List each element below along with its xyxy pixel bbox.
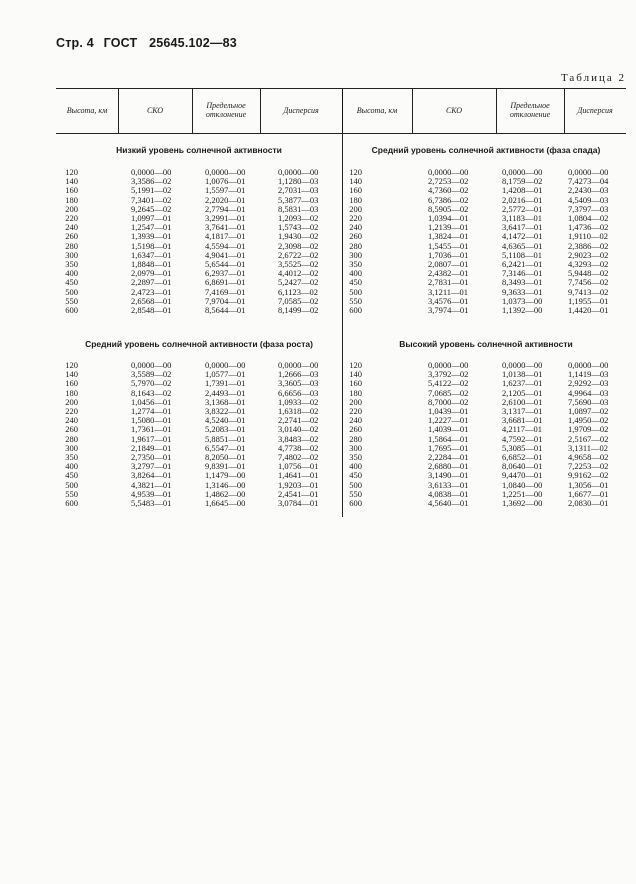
sko-cell: 1,7695—01 — [428, 442, 469, 453]
height-cell: 220 — [65, 213, 78, 223]
limit-cell: 9,4470—01 — [502, 470, 543, 481]
height-cell: 160 — [349, 378, 362, 389]
limit-cell: 3,1317—01 — [502, 406, 543, 416]
sko-cell: 7,3401—02 — [131, 194, 172, 205]
height-cell: 220 — [349, 213, 362, 223]
sko-cell: 0,0000—00 — [131, 360, 172, 370]
dispersion-cell: 3,0140—02 — [278, 424, 319, 435]
section-title: Низкий уровень солнечной активности — [116, 145, 282, 155]
limit-cell: 2,5772—01 — [502, 203, 543, 214]
height-cell: 400 — [349, 461, 362, 472]
limit-cell: 7,4169—01 — [205, 286, 246, 297]
sko-cell: 1,7036—01 — [428, 249, 469, 260]
height-cell: 120 — [65, 360, 78, 370]
height-cell: 600 — [349, 498, 362, 508]
limit-cell: 4,6365—01 — [502, 240, 543, 251]
sko-cell: 0,0000—00 — [428, 360, 469, 370]
height-cell: 550 — [349, 488, 362, 499]
height-cell: 120 — [65, 167, 78, 177]
height-cell: 180 — [349, 194, 362, 205]
sko-cell: 4,5640—01 — [428, 498, 469, 508]
height-cell: 500 — [349, 286, 362, 297]
height-cell: 350 — [65, 452, 78, 462]
limit-cell: 2,4493—01 — [205, 387, 246, 398]
height-cell: 220 — [349, 406, 362, 416]
height-cell: 550 — [65, 295, 78, 306]
sko-cell: 1,8848—01 — [131, 259, 172, 269]
dispersion-cell: 7,7456—02 — [568, 277, 609, 288]
limit-cell: 1,3692—00 — [502, 498, 543, 508]
sko-cell: 3,3586—02 — [131, 176, 172, 187]
limit-cell: 8,3493—01 — [502, 277, 543, 288]
sko-cell: 4,3821—01 — [131, 479, 172, 490]
dispersion-cell: 4,7738—02 — [278, 442, 319, 453]
sko-cell: 2,6568—01 — [131, 295, 172, 306]
dispersion-cell: 1,5743—02 — [278, 222, 319, 233]
limit-cell: 1,5597—01 — [205, 185, 246, 196]
height-cell: 280 — [65, 433, 78, 444]
sko-cell: 7,0685—02 — [428, 387, 469, 398]
limit-cell: 2,1205—01 — [502, 387, 543, 398]
dispersion-cell: 0,0000—00 — [278, 360, 319, 370]
height-cell: 200 — [65, 396, 78, 407]
height-cell: 450 — [65, 277, 78, 288]
dispersion-cell: 2,3098—02 — [278, 240, 319, 251]
dispersion-cell: 5,3877—03 — [278, 194, 319, 205]
limit-cell: 4,5240—01 — [205, 415, 246, 426]
dispersion-cell: 6,1123—02 — [278, 286, 319, 297]
sko-cell: 2,7350—01 — [131, 452, 172, 462]
limit-cell: 2,2020—01 — [205, 194, 246, 205]
dispersion-cell: 1,3056—01 — [568, 479, 609, 490]
sko-cell: 5,1991—02 — [131, 185, 172, 196]
height-cell: 500 — [65, 286, 78, 297]
limit-cell: 1,4208—01 — [502, 185, 543, 196]
sko-cell: 1,0997—01 — [131, 213, 172, 223]
dispersion-cell: 7,3797—03 — [568, 203, 609, 214]
table-row — [344, 306, 628, 315]
dispersion-cell: 3,8483—02 — [278, 433, 319, 444]
sko-cell: 1,5080—01 — [131, 415, 172, 426]
dispersion-cell: 8,5831—03 — [278, 203, 319, 214]
limit-cell: 3,6681—01 — [502, 415, 543, 426]
height-cell: 280 — [349, 433, 362, 444]
limit-cell: 1,0840—00 — [502, 479, 543, 490]
dispersion-cell: 7,2253—02 — [568, 461, 609, 472]
dispersion-cell: 1,9430—02 — [278, 231, 319, 242]
height-cell: 350 — [349, 259, 362, 269]
page-header — [56, 36, 237, 50]
col-limit-right: Предельное отклонение — [509, 101, 551, 119]
dispersion-cell: 3,0784—01 — [278, 498, 319, 508]
limit-cell: 2,7794—01 — [205, 203, 246, 214]
section-title: Средний уровень солнечной активности (фаза роста) — [85, 339, 313, 349]
limit-cell: 4,7592—01 — [502, 433, 543, 444]
standard-label: ГОСТ — [103, 36, 138, 50]
sko-cell: 2,8548—01 — [131, 305, 172, 315]
height-cell: 450 — [349, 277, 362, 288]
dispersion-cell: 0,0000—00 — [568, 360, 609, 370]
sko-cell: 5,7970—02 — [131, 378, 172, 389]
limit-cell: 5,8851—01 — [205, 433, 246, 444]
sko-cell: 2,7253—02 — [428, 176, 469, 187]
sko-cell: 1,7361—01 — [131, 424, 172, 435]
limit-cell: 5,1108—01 — [502, 249, 543, 260]
dispersion-cell: 9,9162—02 — [568, 470, 609, 481]
limit-cell: 4,2117—01 — [502, 424, 543, 435]
height-cell: 160 — [65, 185, 78, 196]
limit-cell: 4,1472—01 — [502, 231, 543, 242]
limit-cell: 1,3146—00 — [205, 479, 246, 490]
height-cell: 260 — [65, 231, 78, 242]
col-height-left: Высота, км — [66, 105, 108, 115]
height-cell: 180 — [65, 194, 78, 205]
limit-cell: 0,0000—00 — [205, 360, 246, 370]
limit-cell: 8,5644—01 — [205, 305, 246, 315]
dispersion-cell: 7,0585—02 — [278, 295, 319, 306]
dispersion-cell: 2,0830—01 — [568, 498, 609, 508]
limit-cell: 1,0373—00 — [502, 295, 543, 306]
height-cell: 280 — [65, 240, 78, 251]
limit-cell: 4,9041—01 — [205, 249, 246, 260]
sko-cell: 2,2284—01 — [428, 452, 469, 462]
height-cell: 240 — [65, 222, 78, 233]
limit-cell: 6,8691—01 — [205, 277, 246, 288]
dispersion-cell: 5,9448—02 — [568, 268, 609, 279]
limit-cell: 4,5594—01 — [205, 240, 246, 251]
height-cell: 280 — [349, 240, 362, 251]
sko-cell: 3,1490—01 — [428, 470, 469, 481]
height-cell: 220 — [65, 406, 78, 416]
sko-cell: 5,5483—01 — [131, 498, 172, 508]
sko-cell: 3,4576—01 — [428, 295, 469, 306]
sko-cell: 3,7974—01 — [428, 305, 469, 315]
height-cell: 400 — [349, 268, 362, 279]
dispersion-cell: 2,4541—01 — [278, 488, 319, 499]
sko-cell: 2,0807—01 — [428, 259, 469, 269]
limit-cell: 6,5547—01 — [205, 442, 246, 453]
standard-number: 25645.102—83 — [149, 36, 237, 50]
dispersion-cell: 1,1955—01 — [568, 295, 609, 306]
limit-cell: 9,3633—01 — [502, 286, 543, 297]
limit-cell: 7,3146—01 — [502, 268, 543, 279]
sko-cell: 1,6347—01 — [131, 249, 172, 260]
height-cell: 140 — [65, 176, 78, 187]
height-cell: 600 — [349, 305, 362, 315]
limit-cell: 1,0138—01 — [502, 369, 543, 380]
limit-cell: 5,2083—01 — [205, 424, 246, 435]
limit-cell: 6,2421—01 — [502, 259, 543, 269]
limit-cell: 1,1479—00 — [205, 470, 246, 481]
limit-cell: 1,2251—00 — [502, 488, 543, 499]
limit-cell: 1,0577—01 — [205, 369, 246, 380]
height-cell: 140 — [349, 369, 362, 380]
limit-cell: 3,1183—01 — [502, 213, 543, 223]
dispersion-cell: 3,1311—02 — [568, 442, 609, 453]
height-cell: 200 — [349, 396, 362, 407]
sko-cell: 1,2547—01 — [131, 222, 172, 233]
dispersion-cell: 2,3886—02 — [568, 240, 609, 251]
limit-cell: 0,0000—00 — [502, 360, 543, 370]
sko-cell: 4,9539—01 — [131, 488, 172, 499]
limit-cell: 3,7641—01 — [205, 222, 246, 233]
sko-cell: 1,2774—01 — [131, 406, 172, 416]
table-row — [344, 499, 628, 508]
sko-cell: 1,5455—01 — [428, 240, 469, 251]
table-row — [56, 499, 342, 508]
table-label: Таблица 2 — [560, 72, 626, 84]
limit-cell: 9,8391—01 — [205, 461, 246, 472]
height-cell: 180 — [349, 387, 362, 398]
limit-cell: 1,1392—00 — [502, 305, 543, 315]
dispersion-cell: 1,4420—01 — [568, 305, 609, 315]
dispersion-cell: 2,9292—03 — [568, 378, 609, 389]
col-height-right: Высота, км — [356, 105, 398, 115]
sko-cell: 1,5864—01 — [428, 433, 469, 444]
dispersion-cell: 4,9658—02 — [568, 452, 609, 462]
dispersion-cell: 1,4641—01 — [278, 470, 319, 481]
dispersion-cell: 1,1419—03 — [568, 369, 609, 380]
sko-cell: 1,0456—01 — [131, 396, 172, 407]
height-cell: 400 — [65, 461, 78, 472]
sko-cell: 2,4723—01 — [131, 286, 172, 297]
col-dispersion-left: Дисперсия — [283, 105, 319, 115]
dispersion-cell: 1,0756—01 — [278, 461, 319, 472]
limit-cell: 8,2050—01 — [205, 452, 246, 462]
sko-cell: 6,7386—02 — [428, 194, 469, 205]
limit-cell: 3,8322—01 — [205, 406, 246, 416]
sko-cell: 2,1849—01 — [131, 442, 172, 453]
height-cell: 200 — [65, 203, 78, 214]
col-sko-right: СКО — [445, 105, 463, 115]
dispersion-cell: 1,4736—02 — [568, 222, 609, 233]
dispersion-cell: 1,1280—03 — [278, 176, 319, 187]
limit-cell: 5,3085—01 — [502, 442, 543, 453]
sko-cell: 8,7000—02 — [428, 396, 469, 407]
height-cell: 400 — [65, 268, 78, 279]
sko-cell: 3,5589—02 — [131, 369, 172, 380]
sko-cell: 9,2645—02 — [131, 203, 172, 214]
dispersion-cell: 3,3605—03 — [278, 378, 319, 389]
sko-cell: 2,4382—01 — [428, 268, 469, 279]
sko-cell: 2,6880—01 — [428, 461, 469, 472]
dispersion-cell: 8,1499—02 — [278, 305, 319, 315]
limit-cell: 0,0000—00 — [205, 167, 246, 177]
dispersion-cell: 2,9023—02 — [568, 249, 609, 260]
dispersion-cell: 1,2666—03 — [278, 369, 319, 380]
height-cell: 260 — [349, 231, 362, 242]
limit-cell: 1,6237—01 — [502, 378, 543, 389]
dispersion-cell: 4,3293—02 — [568, 259, 609, 269]
height-cell: 300 — [65, 249, 78, 260]
limit-cell: 6,2937—01 — [205, 268, 246, 279]
sko-cell: 3,8264—01 — [131, 470, 172, 481]
sko-cell: 1,3824—01 — [428, 231, 469, 242]
height-cell: 550 — [349, 295, 362, 306]
sko-cell: 3,2797—01 — [131, 461, 172, 472]
height-cell: 300 — [65, 442, 78, 453]
dispersion-cell: 5,2427—02 — [278, 277, 319, 288]
dispersion-cell: 7,4802—02 — [278, 452, 319, 462]
dispersion-cell: 1,6318—02 — [278, 406, 319, 416]
sko-cell: 0,0000—00 — [131, 167, 172, 177]
limit-cell: 3,1368—01 — [205, 396, 246, 407]
sko-cell: 1,3939—01 — [131, 231, 172, 242]
height-cell: 450 — [349, 470, 362, 481]
height-cell: 350 — [349, 452, 362, 462]
height-cell: 300 — [349, 249, 362, 260]
sko-cell: 2,2897—01 — [131, 277, 172, 288]
sko-cell: 1,9617—01 — [131, 433, 172, 444]
height-cell: 140 — [65, 369, 78, 380]
dispersion-cell: 1,9203—01 — [278, 479, 319, 490]
limit-cell: 1,6645—00 — [205, 498, 246, 508]
limit-cell: 2,6100—01 — [502, 396, 543, 407]
col-dispersion-right: Дисперсия — [577, 105, 613, 115]
dispersion-cell: 9,7413—02 — [568, 286, 609, 297]
dispersion-cell: 2,6722—02 — [278, 249, 319, 260]
height-cell: 500 — [349, 479, 362, 490]
col-limit-left: Предельное отклонение — [205, 101, 247, 119]
height-cell: 240 — [349, 222, 362, 233]
sko-cell: 3,1211—01 — [428, 286, 469, 297]
height-cell: 450 — [65, 470, 78, 481]
height-cell: 200 — [349, 203, 362, 214]
limit-cell: 5,6544—01 — [205, 259, 246, 269]
section-title: Средний уровень солнечной активности (фаза спада) — [371, 145, 601, 155]
dispersion-cell: 1,4950—02 — [568, 415, 609, 426]
height-cell: 550 — [65, 488, 78, 499]
height-cell: 120 — [349, 360, 362, 370]
sko-cell: 1,5198—01 — [131, 240, 172, 251]
dispersion-cell: 2,7031—03 — [278, 185, 319, 196]
dispersion-cell: 1,0804—02 — [568, 213, 609, 223]
dispersion-cell: 7,5690—03 — [568, 396, 609, 407]
height-cell: 140 — [349, 176, 362, 187]
sko-cell: 2,7831—01 — [428, 277, 469, 288]
dispersion-cell: 1,9110—02 — [568, 231, 609, 242]
limit-cell: 7,9704—01 — [205, 295, 246, 306]
dispersion-cell: 2,2741—02 — [278, 415, 319, 426]
limit-cell: 4,1817—01 — [205, 231, 246, 242]
section-title: Высокий уровень солнечной активности — [399, 339, 573, 349]
limit-cell: 0,0000—00 — [502, 167, 543, 177]
height-cell: 600 — [65, 305, 78, 315]
dispersion-cell: 1,2093—02 — [278, 213, 319, 223]
sko-cell: 1,2227—01 — [428, 415, 469, 426]
dispersion-cell: 0,0000—00 — [278, 167, 319, 177]
dispersion-cell: 4,9964—03 — [568, 387, 609, 398]
limit-cell: 8,1759—02 — [502, 176, 543, 187]
sko-cell: 0,0000—00 — [428, 167, 469, 177]
sko-cell: 8,5905—02 — [428, 203, 469, 214]
sko-cell: 8,1643—02 — [131, 387, 172, 398]
dispersion-cell: 1,9709—02 — [568, 424, 609, 435]
height-cell: 600 — [65, 498, 78, 508]
height-cell: 500 — [65, 479, 78, 490]
dispersion-cell: 4,4012—02 — [278, 268, 319, 279]
sko-cell: 1,0394—01 — [428, 213, 469, 223]
dispersion-cell: 0,0000—00 — [568, 167, 609, 177]
dispersion-cell: 7,4273—04 — [568, 176, 609, 187]
sko-cell: 3,6133—01 — [428, 479, 469, 490]
height-cell: 260 — [65, 424, 78, 435]
height-cell: 260 — [349, 424, 362, 435]
sko-cell: 1,4039—01 — [428, 424, 469, 435]
height-cell: 240 — [65, 415, 78, 426]
sko-cell: 5,4122—02 — [428, 378, 469, 389]
dispersion-cell: 3,5525—02 — [278, 259, 319, 269]
sko-cell: 4,0838—01 — [428, 488, 469, 499]
limit-cell: 1,7391—01 — [205, 378, 246, 389]
page-number: Стр. 4 — [56, 36, 94, 50]
height-cell: 120 — [349, 167, 362, 177]
dispersion-cell: 1,0933—02 — [278, 396, 319, 407]
dispersion-cell: 1,0897—02 — [568, 406, 609, 416]
limit-cell: 3,6417—01 — [502, 222, 543, 233]
sko-cell: 3,3792—02 — [428, 369, 469, 380]
dispersion-cell: 6,6656—03 — [278, 387, 319, 398]
sko-cell: 2,0979—01 — [131, 268, 172, 279]
sko-cell: 1,2139—01 — [428, 222, 469, 233]
sko-cell: 4,7360—02 — [428, 185, 469, 196]
col-sko-left: СКО — [146, 105, 164, 115]
limit-cell: 6,6852—01 — [502, 452, 543, 462]
dispersion-cell: 4,5409—03 — [568, 194, 609, 205]
limit-cell: 8,0640—01 — [502, 461, 543, 472]
dispersion-cell: 2,5167—02 — [568, 433, 609, 444]
limit-cell: 3,2991—01 — [205, 213, 246, 223]
height-cell: 160 — [349, 185, 362, 196]
table-row — [56, 306, 342, 315]
height-cell: 240 — [349, 415, 362, 426]
limit-cell: 1,4862—00 — [205, 488, 246, 499]
dispersion-cell: 2,2430—03 — [568, 185, 609, 196]
column-header-row — [56, 88, 626, 134]
dispersion-cell: 1,6677—01 — [568, 488, 609, 499]
height-cell: 350 — [65, 259, 78, 269]
limit-cell: 2,0216—01 — [502, 194, 543, 205]
limit-cell: 1,0076—01 — [205, 176, 246, 187]
height-cell: 180 — [65, 387, 78, 398]
height-cell: 300 — [349, 442, 362, 453]
height-cell: 160 — [65, 378, 78, 389]
sko-cell: 1,0439—01 — [428, 406, 469, 416]
